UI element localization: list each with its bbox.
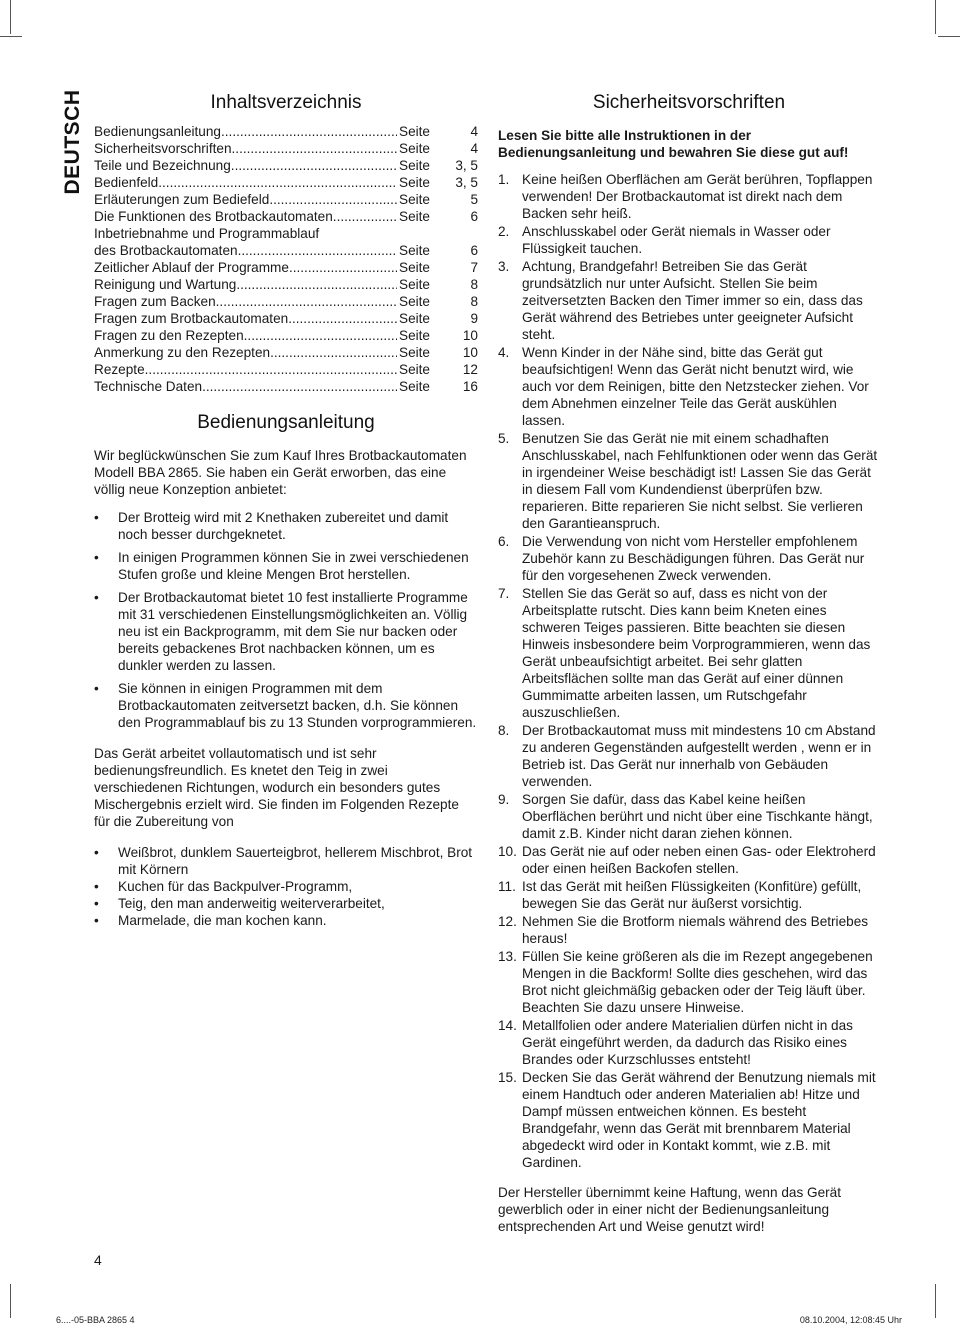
toc-entry-page: 8 [470, 294, 478, 309]
crop-mark [938, 36, 960, 37]
toc-leader-dots [221, 123, 397, 140]
toc-leader-dots [202, 378, 397, 395]
crop-mark [0, 36, 22, 37]
toc-entry [94, 225, 478, 242]
toc-entry-seite: Seite [399, 158, 430, 173]
safety-rule-text: Stellen Sie das Gerät so auf, dass es nicht von der Arbeitsplatte rutscht. Dies kann beim Kneten eines schweren Teiges passieren. Bitte beachten sie diesen Hinweis insbesondere beim Vorprogrammieren, wenn das Gerät unbeaufsichtigt arbeitet. Bei sehr glatten Arbeitsflächen sollte man das Gerät auf einer dünnen Gummimatte arbeiten lassen, um Rutschgefahr auszuschließen. [522, 586, 871, 720]
toc-entry [94, 378, 478, 395]
table-of-contents [94, 123, 478, 395]
safety-rule [498, 1069, 880, 1171]
manual-paragraph: Das Gerät arbeitet vollautomatisch und ist sehr bedienungsfreundlich. Es knetet den Teig in zwei verschiedenen Richtungen, wodurch ein besonders gutes Mischergebnis erzielt wird. Sie finden im Folgenden Rezepte für die Zubereitung von [94, 746, 459, 829]
toc-entry-label: Fragen zum Brotbackautomaten [94, 311, 289, 326]
safety-rule-text: Sorgen Sie dafür, dass das Kabel keine heißen Oberflächen berührt und nicht über eine Tischkante hängt, damit z.B. Kinder nicht daran ziehen können. [522, 792, 873, 841]
toc-entry-seite: Seite [399, 209, 430, 224]
toc-entry-seite: Seite [399, 260, 430, 275]
list-item: • Der Brotteig wird mit 2 Knethaken zubereitet und damit noch besser durchgeknetet. [94, 509, 478, 543]
toc-leader-dots [232, 140, 397, 157]
toc-leader-dots [244, 327, 397, 344]
toc-leader-dots [216, 293, 397, 310]
right-column [498, 92, 880, 1235]
toc-entry-page: 4 [470, 124, 478, 139]
crop-mark [935, 1284, 936, 1318]
toc-leader-dots [333, 208, 397, 225]
safety-rule [498, 585, 880, 721]
language-label-text: DEUTSCH [61, 89, 84, 195]
toc-entry [94, 327, 478, 344]
toc-entry-seite: Seite [399, 362, 430, 377]
safety-rule [498, 533, 880, 584]
safety-rule-text: Achtung, Brandgefahr! Betreiben Sie das Gerät grundsätzlich nur unter Aufsicht. Stellen Sie beim zeitversetzten Backen den Timer immer so ein, dass das Gerät während des Betriebes unter geeigneter Aufsicht steht. [522, 259, 863, 342]
safety-rule [498, 948, 880, 1016]
safety-rule-number: 14. [498, 1018, 517, 1033]
crop-mark [10, 0, 11, 34]
toc-entry-seite: Seite [399, 124, 430, 139]
toc-entry [94, 140, 478, 157]
safety-rule-text: Decken Sie das Gerät während der Benutzung niemals mit einem Handtuch oder anderen Materialien ab! Hitze und Dampf müssen entweichen können. Es besteht Brandgefahr, wenn das Gerät mit brennbarem Material abgedeckt wird oder in Kontakt kommt, wie z.B. mit Gardinen. [522, 1070, 876, 1170]
toc-entry-seite: Seite [399, 141, 430, 156]
recipe-list [94, 844, 478, 929]
toc-leader-dots [269, 191, 397, 208]
toc-entry-seite: Seite [399, 277, 430, 292]
safety-rule-text: Das Gerät nie auf oder neben einen Gas- oder Elektroherd oder einen heißen Backofen stellen. [522, 844, 876, 876]
crop-mark [10, 1284, 11, 1318]
safety-rule-number: 12. [498, 914, 517, 929]
safety-rule-number: 4. [498, 345, 510, 360]
footer-left: 6....-05-BBA 2865 4 [56, 1315, 135, 1325]
toc-entry-page: 7 [470, 260, 478, 275]
list-item: • Teig, den man anderweitig weiterverarbeitet, [94, 895, 478, 912]
toc-entry [94, 191, 478, 208]
safety-rule [498, 223, 880, 257]
toc-entry-page: 12 [462, 362, 478, 377]
safety-rule [498, 171, 880, 222]
feature-list [94, 509, 478, 731]
safety-rule-number: 9. [498, 792, 510, 807]
safety-rule-text: Der Brotbackautomat muss mit mindestens 10 cm Abstand zu anderen Gegenständen aufgestellt werden , wenn er in Betrieb ist. Das Gerät nur innerhalb von Gebäuden verwenden. [522, 723, 876, 789]
safety-rule-number: 2. [498, 224, 510, 239]
toc-entry-label: Teile und Bezeichnung [94, 158, 231, 173]
toc-entry-label: Reinigung und Wartung [94, 277, 237, 292]
toc-entry-page: 6 [470, 243, 478, 258]
safety-rule-number: 13. [498, 949, 517, 964]
toc-entry [94, 174, 478, 191]
toc-entry-label: Fragen zu den Rezepten [94, 328, 244, 343]
safety-rule-number: 11. [498, 879, 516, 894]
toc-entry-page: 3, 5 [455, 175, 478, 190]
manual-intro: Wir beglückwünschen Sie zum Kauf Ihres Brotbackautomaten Modell BBA 2865. Sie haben ein Gerät erworben, das eine völlig neue Konzeption anbietet: [94, 448, 467, 497]
toc-entry [94, 310, 478, 327]
list-item: • Der Brotbackautomat bietet 10 fest installierte Programme mit 31 verschiedenen Einstellungsmöglichkeiten an. Völlig neu ist ein Backprogramm, mit dem Sie nur backen oder bereits gebackenes Brot nachbacken können, um es dunkler werden zu lassen. [94, 589, 478, 674]
toc-entry-label: Anmerkung zu den Rezepten [94, 345, 271, 360]
safety-rules-list [498, 171, 880, 1171]
safety-rule [498, 878, 880, 912]
safety-title: Sicherheitsvorschriften [592, 92, 786, 113]
safety-rule-number: 6. [498, 534, 510, 549]
toc-title: Inhaltsverzeichnis [210, 92, 362, 113]
safety-rule-text: Keine heißen Oberflächen am Gerät berühren, Topflappen verwenden! Der Brotbackautomat ist direkt nach dem Backen sehr heiß. [522, 172, 873, 221]
safety-rule-number: 7. [498, 586, 510, 601]
toc-leader-dots [145, 361, 397, 378]
toc-entry-page: 6 [470, 209, 478, 224]
safety-rule-text: Benutzen Sie das Gerät nie mit einem schadhaften Anschlusskabel, nach Fehlfunktionen oder wenn das Gerät in irgendeiner Weise beschädigt ist! Lassen Sie das Gerät in diesem Fall vom Kundendienst überprüfen bzw. reparieren. Bitte reparieren Sie nicht selbst. Sie verlieren den Garantieanspruch. [522, 431, 878, 531]
toc-leader-dots [158, 174, 397, 191]
toc-entry [94, 123, 478, 140]
list-item: • Weißbrot, dunklem Sauerteigbrot, hellerem Mischbrot, Brot mit Körnern [94, 844, 478, 878]
toc-entry-page: 10 [462, 328, 478, 343]
safety-rule [498, 258, 880, 343]
safety-rule-text: Füllen Sie keine größeren als die im Rezept angegebenen Mengen in die Backform! Sollte dies geschehen, wird das Brot nicht gleichmäßig gebacken oder der Teig läuft über. Beachten Sie dazu unsere Hinweise. [522, 949, 873, 1015]
safety-rule [498, 344, 880, 429]
list-item: • Marmelade, die man kochen kann. [94, 912, 478, 929]
toc-leader-dots [288, 310, 397, 327]
toc-entry-seite: Seite [399, 345, 430, 360]
toc-entry [94, 361, 478, 378]
safety-rule-number: 1. [498, 172, 510, 187]
toc-entry-label: Technische Daten [94, 379, 203, 394]
toc-entry [94, 208, 478, 225]
safety-rule [498, 791, 880, 842]
toc-entry-seite: Seite [399, 294, 430, 309]
toc-leader-dots [319, 225, 397, 242]
toc-leader-dots [270, 344, 397, 361]
toc-entry-page: 4 [470, 141, 478, 156]
toc-leader-dots [289, 259, 397, 276]
toc-entry-label: Erläuterungen zum Bediefeld [94, 192, 270, 207]
safety-rule [498, 430, 880, 532]
safety-rule [498, 913, 880, 947]
language-side-label [56, 89, 90, 195]
toc-entry-label: Zeitlicher Ablauf der Programme [94, 260, 289, 275]
toc-entry-page: 8 [470, 277, 478, 292]
safety-rule-text: Anschlusskabel oder Gerät niemals in Wasser oder Flüssigkeit tauchen. [522, 224, 831, 256]
toc-entry-label: des Brotbackautomaten [94, 243, 238, 258]
toc-entry-label: Bedienfeld [94, 175, 159, 190]
safety-rule-text: Metallfolien oder andere Materialien dürfen nicht in das Gerät eingeführt werden, da dadurch das Risiko eines Brandes oder Kurzschlusses entsteht! [522, 1018, 853, 1067]
safety-rule-number: 15. [498, 1070, 517, 1085]
safety-closing: Der Hersteller übernimmt keine Haftung, wenn das Gerät gewerblich oder in einer nicht der Bedienungsanleitung entsprechenden Art und Weise genutzt wird! [498, 1185, 842, 1234]
toc-entry-page: 5 [470, 192, 478, 207]
toc-entry-label: Rezepte [94, 362, 145, 377]
toc-entry-seite: Seite [399, 192, 430, 207]
toc-entry [94, 344, 478, 361]
safety-rule-text: Ist das Gerät mit heißen Flüssigkeiten (Konfitüre) gefüllt, bewegen Sie das Gerät nur äußerst vorsichtig. [522, 879, 862, 911]
toc-entry-label: Fragen zum Backen [94, 294, 216, 309]
list-item: • Sie können in einigen Programmen mit dem Brotbackautomaten zeitversetzt backen, d.h. Sie können den Programmablauf bis zu 13 Stunden vorprogrammieren. [94, 680, 478, 731]
toc-entry-page: 16 [462, 379, 478, 394]
safety-rule-number: 3. [498, 259, 510, 274]
toc-entry [94, 293, 478, 310]
toc-entry-page: 9 [470, 311, 478, 326]
toc-entry-label: Sicherheitsvorschriften [94, 141, 232, 156]
list-item: • In einigen Programmen können Sie in zwei verschiedenen Stufen große und kleine Mengen Brot herstellen. [94, 549, 478, 583]
toc-entry-page: 10 [462, 345, 478, 360]
list-item: • Kuchen für das Backpulver-Programm, [94, 878, 478, 895]
manual-title: Bedienungsanleitung [197, 412, 375, 433]
toc-entry [94, 157, 478, 174]
toc-entry [94, 276, 478, 293]
safety-rule-text: Nehmen Sie die Brotform niemals während des Betriebes heraus! [522, 914, 869, 946]
left-column [94, 92, 478, 929]
toc-leader-dots [236, 276, 397, 293]
safety-intro: Lesen Sie bitte alle Instruktionen in der Bedienungsanleitung und bewahren Sie diese gut auf! [498, 128, 849, 160]
page-number: 4 [94, 1252, 102, 1268]
toc-entry [94, 259, 478, 276]
toc-entry-seite: Seite [399, 243, 430, 258]
toc-entry-seite: Seite [399, 175, 430, 190]
crop-mark [935, 0, 936, 34]
safety-rule-text: Wenn Kinder in der Nähe sind, bitte das Gerät gut beaufsichtigen! Wenn das Gerät nicht benutzt wird, wie auch vor dem Reinigen, bitte den Netzstecker ziehen. Vor dem Abnehmen einzelner Teile das Gerät auskühlen lassen. [522, 345, 869, 428]
toc-entry-label: Inbetriebnahme und Programmablauf [94, 226, 320, 241]
toc-entry-seite: Seite [399, 328, 430, 343]
toc-entry [94, 242, 478, 259]
safety-rule-number: 5. [498, 431, 510, 446]
toc-entry-seite: Seite [399, 379, 430, 394]
toc-leader-dots [231, 157, 397, 174]
toc-entry-seite: Seite [399, 311, 430, 326]
safety-rule [498, 722, 880, 790]
safety-rule [498, 1017, 880, 1068]
toc-entry-page: 3, 5 [455, 158, 478, 173]
toc-leader-dots [238, 242, 397, 259]
safety-rule-text: Die Verwendung von nicht vom Hersteller empfohlenem Zubehör kann zu Beschädigungen führen. Das Gerät nur für den vorgesehenen Zweck verwenden. [522, 534, 865, 583]
safety-rule-number: 10. [498, 844, 517, 859]
footer-right: 08.10.2004, 12:08:45 Uhr [799, 1315, 902, 1325]
toc-entry-label: Bedienungsanleitung [94, 124, 221, 139]
toc-entry-label: Die Funktionen des Brotbackautomaten [94, 209, 333, 224]
safety-rule-number: 8. [498, 723, 510, 738]
safety-rule [498, 843, 880, 877]
